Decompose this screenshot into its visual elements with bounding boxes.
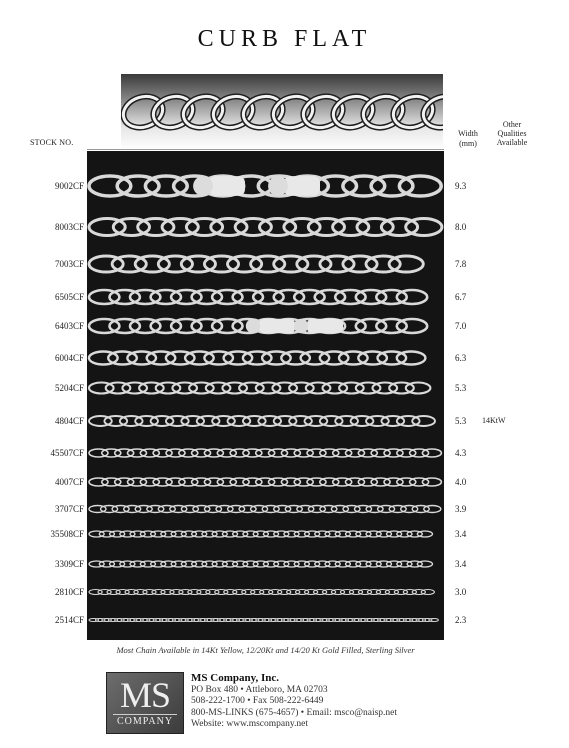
chain-sample [89,478,441,486]
clasp [284,176,320,196]
clasp-ring [246,319,260,333]
page-title: CURB FLAT [197,26,372,52]
chain-link [422,478,441,486]
chain-width: 9.3 [455,181,467,191]
chain-link [424,506,441,513]
chain-link [421,590,434,595]
chain-width: 7.0 [455,321,467,331]
chain-width: 2.3 [455,615,467,625]
qualities-header-line3: Available [496,138,528,147]
chain-width: 6.3 [455,353,467,363]
chain-width: 3.4 [455,529,467,539]
clasp [259,319,295,333]
company-website: Website: www.mscompany.net [191,719,308,729]
chain-link [389,256,423,272]
chain-sample [89,561,433,567]
stock-number: 4007CF [54,477,84,487]
qualities-header-line2: Qualities [497,129,527,138]
chain-sample [89,590,434,595]
qualities-header [489,120,535,147]
company-phone: 508-222-1700 • Fax 508-222-6449 [191,696,324,706]
chain-sample [89,219,442,236]
company-info [191,673,397,731]
chain-link [406,219,442,236]
chain-width: 4.3 [455,448,467,458]
company-address: PO Box 480 • Attleboro, MA 02703 [191,684,328,695]
chain-sample [89,531,433,537]
chain-sample [89,619,438,622]
stock-number: 4804CF [54,416,84,426]
chain-sample [89,256,423,272]
logo-ms-text: MS [119,675,171,715]
stock-number: 6505CF [54,292,84,302]
hero-chain-graphic [121,74,443,150]
clasp [209,176,245,196]
chain-width: 5.3 [455,383,467,393]
hero-chain-image [121,74,443,150]
chain-link [397,319,427,333]
chain-link [412,416,435,426]
clasp-ring [294,319,308,333]
qualities-header-line1: Other [502,120,522,129]
other-qualities: 14KtW [482,416,506,425]
chain-link [406,383,431,394]
stock-number: 7003CF [54,259,84,269]
chain-width: 3.9 [455,504,467,514]
stock-number: 3309CF [54,559,84,569]
chain-width: 3.0 [455,587,467,597]
availability-footnote: Most Chain Available in 14Kt Yellow, 12/20Kt and 14/20 Kt Gold Filled, Sterling Silver [116,645,415,655]
clasp-ring [193,176,213,196]
stock-number: 2810CF [54,587,84,597]
stock-no-header: STOCK NO. [30,138,74,147]
chain-link [429,619,439,622]
chain-sample [89,290,427,304]
logo-company-text: COMPANY [113,714,177,727]
chain-link [422,449,441,457]
header-rule [87,149,444,150]
stock-number: 6403CF [54,321,84,331]
chain-sample [89,506,441,513]
stock-number: 35508CF [50,529,84,539]
stock-number: 2514CF [54,615,84,625]
clasp [307,319,343,333]
width-header-line1: Width [458,129,478,138]
chain-samples-graphic [87,151,444,640]
stock-number: 6004CF [54,353,84,363]
chain-link [399,176,441,196]
chain-width: 8.0 [455,222,467,232]
chain-link [397,352,426,365]
chain-width: 6.7 [455,292,467,302]
stock-number: 45507CF [50,448,84,458]
chain-width: 7.8 [455,259,467,269]
clasp-ring [268,176,288,196]
stock-number: 3707CF [54,504,84,514]
stock-number: 8003CF [54,222,84,232]
chain-sample [89,449,441,457]
company-tollfree: 800-MS-LINKS (675-4657) • Email: msco@naisp.net [191,707,398,718]
chain-link [397,290,427,304]
stock-number: 9002CF [54,181,84,191]
chain-sample [89,352,425,365]
chain-width: 4.0 [455,477,467,487]
chain-width: 3.4 [455,559,467,569]
chain-sample [89,176,441,196]
stock-number: 5204CF [54,383,84,393]
chain-link [417,561,432,567]
chain-samples-photo [87,151,444,640]
chain-width: 5.3 [455,416,467,426]
width-header [451,129,485,149]
width-header-line2: (mm) [459,139,477,148]
company-name: MS Company, Inc. [191,672,280,684]
chain-sample [89,383,430,394]
company-logo [106,672,184,734]
hero-chain [121,92,443,133]
chain-sample [89,416,435,426]
chain-link [417,531,432,537]
